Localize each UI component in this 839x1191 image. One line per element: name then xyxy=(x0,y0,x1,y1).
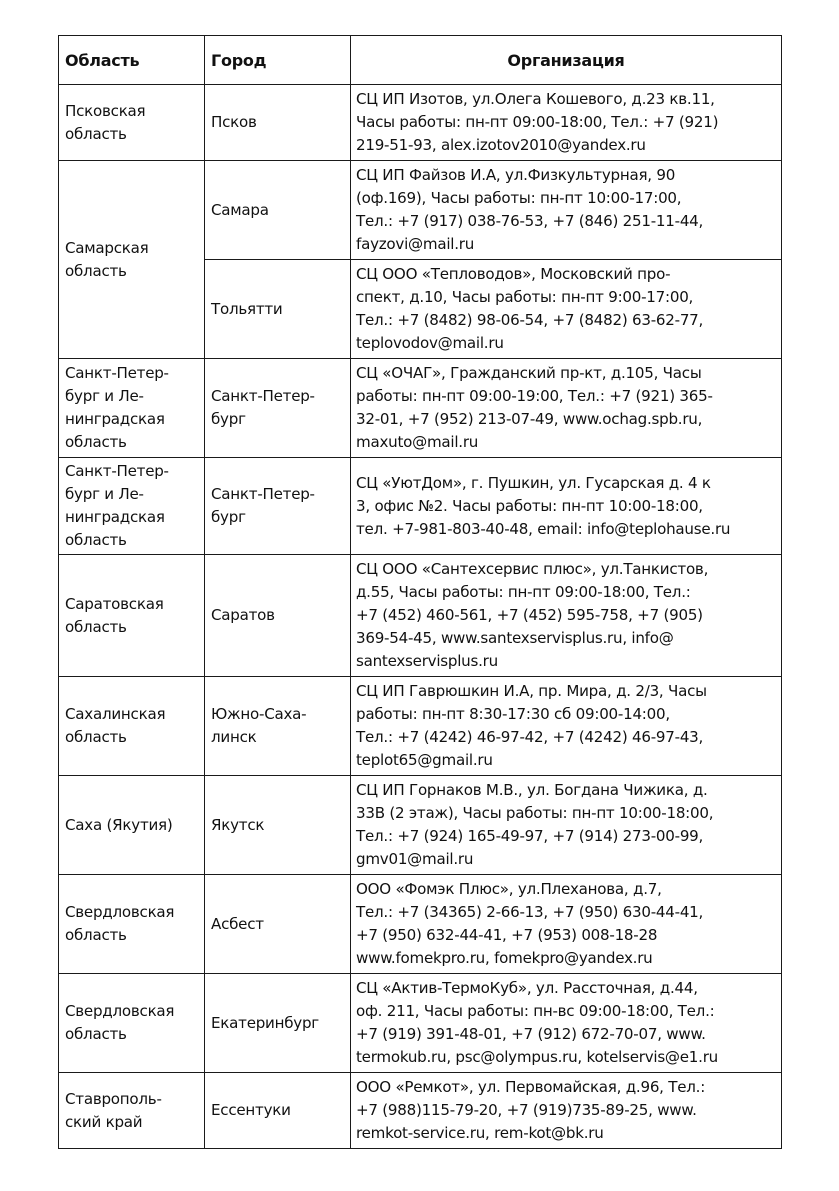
organization-cell: СЦ «УютДом», г. Пушкин, ул. Гусарская д. 4 к 3, офис №2. Часы работы: пн-пт 10:00-18:00, тел. +7-981-803-40-48, email: info@teplohause.ru xyxy=(351,458,782,555)
table-row xyxy=(59,677,782,776)
table-row xyxy=(59,359,782,458)
table-row xyxy=(59,161,782,260)
column-header-organization: Организация xyxy=(351,36,782,85)
city-cell: Якутск xyxy=(205,776,351,875)
region-cell: Саха (Якутия) xyxy=(59,776,205,875)
region-cell: Свердловская область xyxy=(59,974,205,1073)
region-cell: Сахалинская область xyxy=(59,677,205,776)
city-cell: Тольятти xyxy=(205,260,351,359)
table-row xyxy=(59,974,782,1073)
table-header xyxy=(59,36,782,85)
organization-cell: СЦ ИП Гаврюшкин И.А, пр. Мира, д. 2/3, Часы работы: пн-пт 8:30-17:30 сб 09:00-14:00, Тел.: +7 (4242) 46-97-42, +7 (4242) 46-97-43, teplot65@gmail.ru xyxy=(351,677,782,776)
city-cell: Санкт-Петер- бург xyxy=(205,458,351,555)
table-row xyxy=(59,555,782,677)
column-header-city: Город xyxy=(205,36,351,85)
table-row xyxy=(59,458,782,555)
region-cell: Санкт-Петер- бург и Ле- нинградская область xyxy=(59,359,205,458)
city-cell: Самара xyxy=(205,161,351,260)
header-row xyxy=(59,36,782,85)
city-cell: Санкт-Петер- бург xyxy=(205,359,351,458)
region-cell: Самарская область xyxy=(59,161,205,359)
table-body xyxy=(59,85,782,1149)
organization-cell: СЦ «Актив-ТермоКуб», ул. Рассточная, д.44, оф. 211, Часы работы: пн-вс 09:00-18:00, Тел.: +7 (919) 391-48-01, +7 (912) 672-70-07, www. termokub.ru, psc@olympus.ru, kotelservis@e1.ru xyxy=(351,974,782,1073)
city-cell: Псков xyxy=(205,85,351,161)
organization-cell: СЦ ИП Горнаков М.В., ул. Богдана Чижика, д. 33В (2 этаж), Часы работы: пн-пт 10:00-18:00, Тел.: +7 (924) 165-49-97, +7 (914) 273-00-99, gmv01@mail.ru xyxy=(351,776,782,875)
region-cell: Свердловская область xyxy=(59,875,205,974)
organization-cell: СЦ ИП Изотов, ул.Олега Кошевого, д.23 кв.11, Часы работы: пн-пт 09:00-18:00, Тел.: +7 (921) 219-51-93, alex.izotov2010@yandex.ru xyxy=(351,85,782,161)
column-header-region: Область xyxy=(59,36,205,85)
organization-cell: ООО «Фомэк Плюс», ул.Плеханова, д.7, Тел.: +7 (34365) 2-66-13, +7 (950) 630-44-41, +7 (950) 632-44-41, +7 (953) 008-18-28 www.fomekpro.ru, fomekpro@yandex.ru xyxy=(351,875,782,974)
table-row xyxy=(59,1073,782,1149)
city-cell: Ессентуки xyxy=(205,1073,351,1149)
region-cell: Санкт-Петер- бург и Ле- нинградская область xyxy=(59,458,205,555)
table-row xyxy=(59,85,782,161)
city-cell: Южно-Саха- линск xyxy=(205,677,351,776)
city-cell: Екатеринбург xyxy=(205,974,351,1073)
organization-cell: СЦ ИП Файзов И.А, ул.Физкультурная, 90 (оф.169), Часы работы: пн-пт 10:00-17:00, Тел.: +7 (917) 038-76-53, +7 (846) 251-11-44, fayzovi@mail.ru xyxy=(351,161,782,260)
service-centers-table xyxy=(58,35,782,1149)
table-row xyxy=(59,875,782,974)
region-cell: Псковская область xyxy=(59,85,205,161)
organization-cell: СЦ ООО «Сантехсервис плюс», ул.Танкистов, д.55, Часы работы: пн-пт 09:00-18:00, Тел.: +7 (452) 460-561, +7 (452) 595-758, +7 (905) 369-54-45, www.santexservisplus.ru, info@ santexservisplus.ru xyxy=(351,555,782,677)
table-row xyxy=(59,776,782,875)
organization-cell: СЦ «ОЧАГ», Гражданский пр-кт, д.105, Часы работы: пн-пт 09:00-19:00, Тел.: +7 (921) 365- 32-01, +7 (952) 213-07-49, www.ochag.spb.ru, maxuto@mail.ru xyxy=(351,359,782,458)
region-cell: Ставрополь- ский край xyxy=(59,1073,205,1149)
city-cell: Асбест xyxy=(205,875,351,974)
organization-cell: СЦ ООО «Тепловодов», Московский про- спект, д.10, Часы работы: пн-пт 9:00-17:00, Тел.: +7 (8482) 98-06-54, +7 (8482) 63-62-77, teplovodov@mail.ru xyxy=(351,260,782,359)
organization-cell: ООО «Ремкот», ул. Первомайская, д.96, Тел.: +7 (988)115-79-20, +7 (919)735-89-25, www. remkot-service.ru, rem-kot@bk.ru xyxy=(351,1073,782,1149)
city-cell: Саратов xyxy=(205,555,351,677)
region-cell: Саратовская область xyxy=(59,555,205,677)
